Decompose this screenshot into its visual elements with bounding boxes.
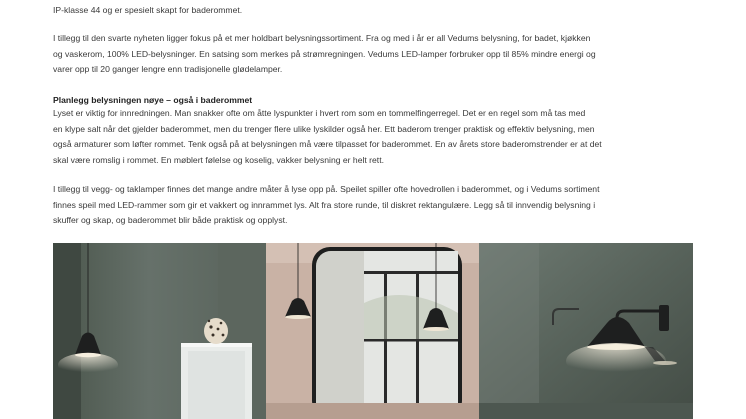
paragraph-planning: Lyset er viktig for innredningen. Man snakker ofte om åtte lyspunkter i hvert rom som en tommelfingerregel. Det er en regel som må tas med en klype salt når det gjelder baderommet, men du trenger flere ulike lyskilder også her. Ett baderom trenger praktisk og effektiv belysning, men også armaturer som løfter rommet. Tenk også på at belysningen må være tilpasset for baderommet. En av årets store baderomstrender er at det skal være romslig i rommet. En møblert følelse og koselig, vakker belysning er helt rett. <box>53 108 602 165</box>
mirror-and-pendant-lamps-photo <box>266 243 479 419</box>
wall-lamp-photo <box>479 243 693 419</box>
intro-line: IP-klasse 44 og er spesielt skapt for baderommet. <box>53 5 243 15</box>
pendant-lamp-and-cabinet-photo <box>53 243 266 419</box>
paragraph-mirrors: I tillegg til vegg- og taklamper finnes det mange andre måter å lyse opp på. Speilet spiller ofte hovedrollen i baderommet, og i Vedums sortiment finnes speil med LED-rammer som gir et vakkert og innrammet lys. Alt fra store runde, til diskret rektangulære. Legg så til innvendig belysning i skuffer og skap, og baderommet blir både praktisk og opplyst. <box>53 184 600 225</box>
photo-gallery <box>53 243 693 419</box>
paragraph-led: I tillegg til den svarte nyheten ligger fokus på et mer holdbart belysningssortiment. Fra og med i år er all Vedums belysning, for badet, kjøkken og vaskerom, 100% LED-belysninger. En satsing som merkes på strømregningen. Vedums LED-lamper forbruker opp til 85% mindre energi og varer opp til 20 ganger lengre enn tradisjonelle glødelamper. <box>53 33 596 74</box>
section-heading: Planlegg belysningen nøye – også i baderommet <box>53 95 253 105</box>
